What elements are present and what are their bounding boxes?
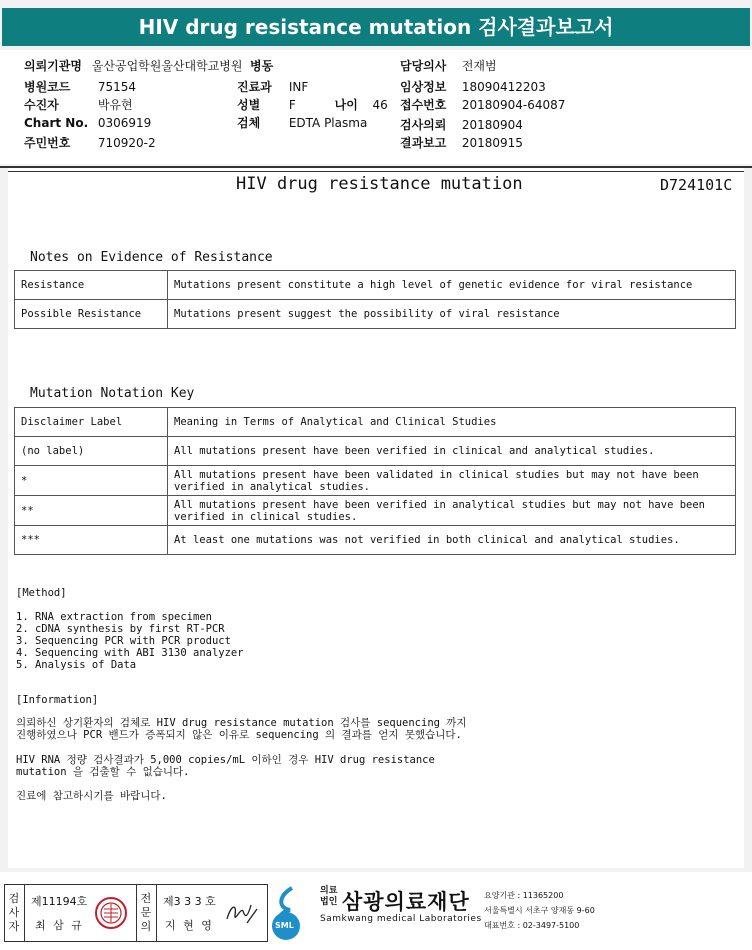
header-row — [24, 96, 133, 113]
notes-heading: Notes on Evidence of Resistance — [30, 250, 273, 265]
method-line: 2. cDNA synthesis by first RT-PCR — [16, 623, 225, 635]
header-value: INF — [288, 80, 309, 94]
header-value: EDTA Plasma — [288, 116, 368, 130]
patient-header — [0, 50, 752, 164]
table-cell: All mutations present have been verified in analytical studies but may not have been verified in clinical studies. — [168, 496, 736, 526]
header-row — [237, 96, 388, 113]
header-label: 결과보고 — [400, 136, 447, 150]
method-line: 1. RNA extraction from specimen — [16, 611, 212, 623]
header-label: 수진자 — [24, 98, 59, 112]
info-line: mutation 을 검출할 수 없습니다. — [16, 766, 190, 778]
table-cell: Resistance — [15, 271, 168, 300]
table-row — [15, 437, 736, 466]
table-cell: Mutations present suggest the possibility of viral resistance — [168, 300, 736, 329]
header-label: Chart No. — [24, 116, 89, 130]
header-row — [24, 116, 151, 130]
logo-badge-text: SML — [275, 921, 294, 930]
inspector-label: 검사자 — [8, 892, 20, 933]
header-value: 울산공업학원울산대학교병원 — [91, 59, 243, 73]
header-label: 주민번호 — [24, 136, 71, 150]
header-row — [400, 116, 523, 133]
table-row — [15, 300, 736, 329]
table-row — [15, 408, 736, 437]
table-row — [15, 496, 736, 526]
header-label: 성별 — [237, 98, 261, 112]
signature-footer — [0, 872, 752, 950]
inspector-number: 제11194호 — [31, 895, 88, 908]
seal-stamp-icon — [93, 895, 129, 931]
info-line: 의뢰하신 상기환자의 검체로 HIV drug resistance mutation 검사를 sequencing 까지 — [16, 717, 467, 729]
header-value: 20180904-64087 — [461, 98, 566, 112]
sml-logo-icon — [270, 886, 312, 942]
method-line: 4. Sequencing with ABI 3130 analyzer — [16, 647, 244, 659]
header-row — [400, 134, 523, 151]
info-line: 진료에 참고하시기를 바랍니다. — [16, 790, 167, 802]
table-row — [15, 271, 736, 300]
header-row — [237, 78, 308, 95]
org-prefix: 의료법인 — [320, 886, 338, 907]
header-label: 의뢰기관명 — [24, 59, 82, 73]
divider — [8, 171, 744, 172]
test-code: D724101C — [660, 176, 733, 194]
header-row — [400, 96, 565, 113]
test-title: HIV drug resistance mutation — [236, 174, 523, 194]
header-row — [237, 114, 367, 131]
table-cell: Disclaimer Label — [15, 408, 168, 437]
org-address: 서울특별시 서초구 양재동 9-60 — [484, 906, 595, 915]
table-cell: *** — [15, 526, 168, 555]
org-name-english: Samkwang medical Laboratories — [320, 914, 482, 924]
verifier-name: 지 현 영 — [165, 919, 214, 932]
header-value: F — [288, 98, 296, 112]
table-cell: Meaning in Terms of Analytical and Clinical Studies — [168, 408, 736, 437]
signature-icon — [221, 897, 261, 931]
header-label: 병원코드 — [24, 80, 71, 94]
header-row — [250, 57, 273, 74]
notes-table — [14, 270, 736, 329]
header-label: 검사의뢰 — [400, 118, 447, 132]
info-heading: [Information] — [16, 694, 99, 706]
org-name: 삼광의료재단 — [342, 890, 470, 914]
header-label: 나이 — [334, 98, 358, 112]
header-value: 46 — [372, 98, 388, 112]
method-line: 3. Sequencing PCR with PCR product — [16, 635, 231, 647]
table-cell: All mutations present have been validated in clinical studies but may not have been verified in analytical studies. — [168, 466, 736, 496]
table-row — [15, 466, 736, 496]
method-line: 5. Analysis of Data — [16, 659, 137, 671]
header-value: 710920-2 — [97, 136, 156, 150]
report-body — [8, 168, 744, 868]
report-title: HIV drug resistance mutation 검사결과보고서 — [2, 8, 750, 46]
table-cell: * — [15, 466, 168, 496]
org-code: 요양기관 : 11365200 — [484, 891, 564, 900]
header-row — [24, 134, 156, 151]
header-label: 담당의사 — [400, 59, 447, 73]
signature-box — [4, 884, 268, 942]
table-row — [15, 526, 736, 555]
header-value: 박유현 — [97, 98, 133, 112]
header-label: 병동 — [250, 59, 274, 73]
verifier-number: 제3 3 3 호 — [163, 895, 216, 908]
header-label: 임상정보 — [400, 80, 447, 94]
header-value: 20180915 — [461, 136, 523, 150]
table-cell: Possible Resistance — [15, 300, 168, 329]
info-line: HIV RNA 정량 검사결과가 5,000 copies/mL 이하인 경우 HIV drug resistance — [16, 754, 435, 766]
table-cell: At least one mutations was not verified in both clinical and analytical studies. — [168, 526, 736, 555]
org-phone: 대표번호 : 02-3497-5100 — [484, 921, 580, 930]
header-label: 검체 — [237, 116, 261, 130]
divider — [24, 885, 25, 941]
header-row — [400, 78, 546, 95]
verifier-label: 전문의 — [140, 892, 152, 933]
divider — [156, 885, 157, 941]
header-label: 접수번호 — [400, 98, 447, 112]
header-row — [24, 57, 243, 74]
header-value: 0306919 — [97, 116, 152, 130]
header-value: 18090412203 — [461, 80, 546, 94]
key-heading: Mutation Notation Key — [30, 386, 195, 401]
header-value: 전재범 — [461, 59, 497, 73]
key-table — [14, 407, 736, 555]
header-row — [24, 78, 136, 95]
header-row — [400, 57, 497, 74]
table-cell: (no label) — [15, 437, 168, 466]
table-cell: All mutations present have been verified in clinical and analytical studies. — [168, 437, 736, 466]
inspector-name: 최 삼 규 — [35, 919, 84, 932]
header-value: 20180904 — [461, 118, 523, 132]
table-cell: ** — [15, 496, 168, 526]
header-value: 75154 — [97, 80, 137, 94]
table-cell: Mutations present constitute a high level of genetic evidence for viral resistance — [168, 271, 736, 300]
method-heading: [Method] — [16, 587, 67, 599]
info-line: 진행하였으나 PCR 밴드가 증폭되지 않은 이유로 sequencing 의 결과를 얻지 못했습니다. — [16, 729, 462, 741]
header-label: 진료과 — [237, 80, 272, 94]
